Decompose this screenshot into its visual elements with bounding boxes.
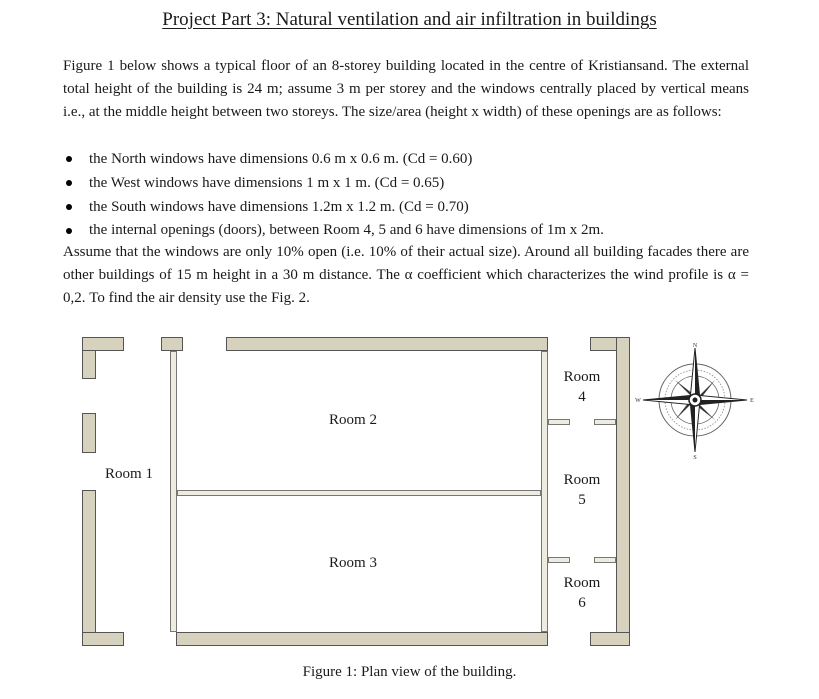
wall-room1-room2 <box>170 351 177 632</box>
wall-north-center <box>226 337 548 351</box>
assumptions-paragraph: Assume that the windows are only 10% open (i.e. 10% of their actual size). Around all building facades there are other buildings of 15 m height in a 30 m distance. The α coefficient which characterizes the wind profile is α = 0,2. To find the air density use the Fig. 2. <box>63 244 749 306</box>
partition-5-6-right <box>594 557 616 563</box>
compass-n: N <box>692 343 698 349</box>
wall-south-center <box>176 632 548 646</box>
list-item: the South windows have dimensions 1.2m x 1.2 m. (Cd = 0.70) <box>63 195 749 219</box>
compass-s: S <box>693 455 697 460</box>
wall-south-right <box>590 632 630 646</box>
wall-east <box>616 337 630 646</box>
wall-room2-room3 <box>177 490 541 496</box>
wall-west-mid <box>82 413 96 453</box>
figure-caption: Figure 1: Plan view of the building. <box>302 664 517 680</box>
room-3-label: Room 3 <box>329 555 377 571</box>
list-item: the West windows have dimensions 1 m x 1 m. (Cd = 0.65) <box>63 171 749 195</box>
wall-south-left <box>82 632 124 646</box>
list-item: the North windows have dimensions 0.6 m x 0.6 m. (Cd = 0.60) <box>63 147 749 171</box>
wall-north-stub <box>161 337 183 351</box>
room-6-label: Room 6 <box>563 575 601 611</box>
intro-paragraph: Figure 1 below shows a typical floor of an 8-storey building located in the centre of Kristiansand. The external total height of the building is 24 m; assume 3 m per storey and the windows centrally placed by vertical means i.e., at the middle height between two storeys. The size/area (height x width) of these openings are as follows: <box>63 58 749 120</box>
wall-north-left <box>82 337 124 351</box>
partition-4-5-right <box>594 419 616 425</box>
page-title: Project Part 3: Natural ventilation and air infiltration in buildings <box>162 9 657 30</box>
compass-w: W <box>635 398 641 404</box>
window-list <box>63 147 749 241</box>
compass-e: E <box>750 398 754 404</box>
room-2-label: Room 2 <box>329 412 377 428</box>
partition-5-6-left <box>548 557 570 563</box>
partition-4-5-left <box>548 419 570 425</box>
wall-rooms-east <box>541 351 548 632</box>
wall-west-bottom <box>82 490 96 646</box>
room-4-label: Room 4 <box>563 369 601 405</box>
list-item: the internal openings (doors), between Room 4, 5 and 6 have dimensions of 1m x 2m. <box>63 219 749 241</box>
room-5-label: Room 5 <box>563 472 601 508</box>
room-1-label: Room 1 <box>105 466 153 482</box>
compass-rose-icon <box>635 340 755 460</box>
